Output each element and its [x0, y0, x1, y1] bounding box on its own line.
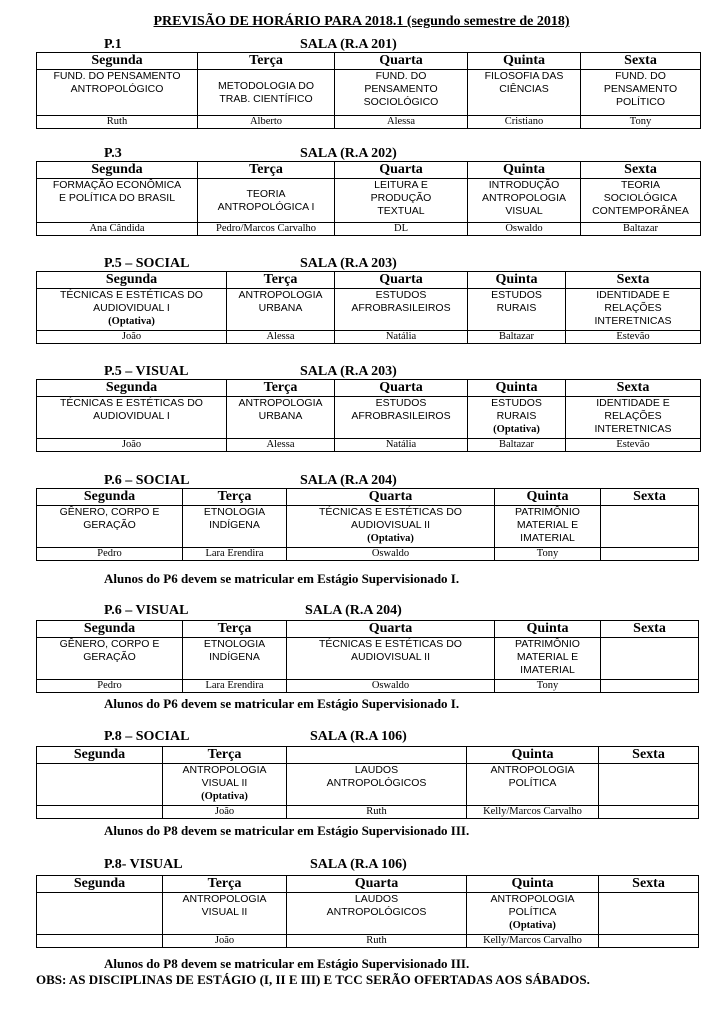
subject-cell: PATRIMÔNIO MATERIAL E IMATERIAL [495, 638, 601, 680]
day-header: Segunda [37, 162, 198, 179]
optativa-label: (Optativa) [201, 791, 248, 802]
day-header: Segunda [37, 53, 198, 70]
optativa-label: (Optativa) [493, 424, 540, 435]
enrollment-note: Alunos do P8 devem se matricular em Estágio Supervisionado III. [104, 823, 470, 838]
subject-cell: LAUDOS ANTROPOLÓGICOS [287, 764, 467, 806]
teacher-cell: Ruth [37, 116, 198, 129]
enrollment-note: Alunos do P6 devem se matricular em Estágio Supervisionado I. [104, 696, 460, 711]
subject-cell: ESTUDOS RURAIS [468, 289, 566, 331]
subject-cell: ANTROPOLOGIA VISUAL II [163, 893, 287, 935]
day-header: Terça [163, 876, 287, 893]
day-header: Segunda [37, 876, 163, 893]
teacher-cell: João [37, 439, 227, 452]
room-label: SALA (R.A 106) [310, 857, 407, 872]
teacher-cell: Tony [495, 680, 601, 693]
teacher-cell: Kelly/Marcos Carvalho [467, 935, 599, 948]
teacher-cell: Kelly/Marcos Carvalho [467, 806, 599, 819]
day-header: Quinta [468, 53, 581, 70]
teacher-cell: Oswaldo [287, 548, 495, 561]
day-header: Quarta [287, 876, 467, 893]
teacher-cell: Lara Erendira [183, 548, 287, 561]
teacher-cell: Oswaldo [468, 223, 581, 236]
period-label: P.6 – SOCIAL [104, 473, 190, 488]
day-header: Quinta [495, 489, 601, 506]
teacher-cell: Cristiano [468, 116, 581, 129]
subject-cell: IDENTIDADE E RELAÇÕES INTERETNICAS [566, 397, 701, 439]
teacher-cell: Estevão [566, 331, 701, 344]
day-header: Quinta [495, 621, 601, 638]
teacher-cell: Ruth [287, 806, 467, 819]
period-label: P.3 [104, 146, 122, 161]
subject-cell: LAUDOS ANTROPOLÓGICOS [287, 893, 467, 935]
room-label: SALA (R.A 201) [300, 37, 397, 52]
teacher-cell [601, 680, 699, 693]
observation-note: OBS: AS DISCIPLINAS DE ESTÁGIO (I, II E III) E TCC SERÃO OFERTADAS AOS SÁBADOS. [36, 972, 590, 987]
day-header: Sexta [566, 272, 701, 289]
teacher-cell: Estevão [566, 439, 701, 452]
day-header: Sexta [581, 162, 701, 179]
room-label: SALA (R.A 204) [300, 473, 397, 488]
day-header: Quarta [287, 621, 495, 638]
room-label: SALA (R.A 203) [300, 364, 397, 379]
period-label: P.1 [104, 37, 122, 52]
day-header: Terça [198, 53, 335, 70]
subject-cell [163, 764, 287, 806]
schedule-table-p1 [36, 52, 701, 129]
teacher-cell: Tony [495, 548, 601, 561]
teacher-cell: Baltazar [468, 331, 566, 344]
day-header: Terça [183, 489, 287, 506]
period-label: P.5 – VISUAL [104, 364, 189, 379]
day-header: Sexta [601, 489, 699, 506]
day-header: Quarta [335, 380, 468, 397]
subject-cell [601, 638, 699, 680]
teacher-cell: Oswaldo [287, 680, 495, 693]
subject-cell [287, 506, 495, 548]
room-label: SALA (R.A 106) [310, 729, 407, 744]
subject-cell: PATRIMÔNIO MATERIAL E IMATERIAL [495, 506, 601, 548]
day-header: Quinta [467, 876, 599, 893]
teacher-cell: Pedro [37, 680, 183, 693]
day-header [287, 747, 467, 764]
subject-cell: ESTUDOS AFROBRASILEIROS [335, 397, 468, 439]
period-label: P.8 – SOCIAL [104, 729, 190, 744]
page-title: PREVISÃO DE HORÁRIO PARA 2018.1 (segundo semestre de 2018) [153, 14, 570, 29]
subject-cell [37, 893, 163, 935]
teacher-cell: João [37, 331, 227, 344]
subject-cell: TÉCNICAS E ESTÉTICAS DO AUDIOVIDUAL I [37, 397, 227, 439]
subject-cell: IDENTIDADE E RELAÇÕES INTERETNICAS [566, 289, 701, 331]
teacher-cell: Alessa [227, 331, 335, 344]
subject-text: TÉCNICAS E ESTÉTICAS DO AUDIOVIDUAL I [60, 289, 203, 314]
subject-cell: TEORIA ANTROPOLÓGICA I [198, 179, 335, 223]
day-header: Terça [183, 621, 287, 638]
subject-cell: ETNOLOGIA INDÍGENA [183, 506, 287, 548]
teacher-cell: Natália [335, 439, 468, 452]
subject-cell: ESTUDOS AFROBRASILEIROS [335, 289, 468, 331]
teacher-cell: DL [335, 223, 468, 236]
teacher-cell: João [163, 806, 287, 819]
schedule-table-p5-visual [36, 379, 701, 452]
teacher-cell [599, 935, 699, 948]
subject-text: ANTROPOLOGIA POLÍTICA [490, 893, 575, 918]
subject-cell: TÉCNICAS E ESTÉTICAS DO AUDIOVISUAL II [287, 638, 495, 680]
day-header: Segunda [37, 621, 183, 638]
day-header: Quarta [335, 53, 468, 70]
day-header: Sexta [599, 747, 699, 764]
day-header: Quinta [468, 272, 566, 289]
subject-cell [599, 893, 699, 935]
teacher-cell: Baltazar [581, 223, 701, 236]
day-header: Segunda [37, 747, 163, 764]
teacher-cell: Ana Cândida [37, 223, 198, 236]
room-label: SALA (R.A 204) [305, 603, 402, 618]
schedule-table-p3 [36, 161, 701, 236]
optativa-label: (Optativa) [108, 316, 155, 327]
teacher-cell: Alessa [227, 439, 335, 452]
subject-cell [599, 764, 699, 806]
day-header: Quinta [468, 380, 566, 397]
day-header: Quinta [468, 162, 581, 179]
teacher-cell: Alberto [198, 116, 335, 129]
subject-cell: GÊNERO, CORPO E GERAÇÃO [37, 506, 183, 548]
day-header: Segunda [37, 489, 183, 506]
subject-cell [467, 893, 599, 935]
optativa-label: (Optativa) [509, 920, 556, 931]
subject-cell: FILOSOFIA DAS CIÊNCIAS [468, 70, 581, 116]
subject-text: ESTUDOS RURAIS [491, 397, 542, 422]
room-label: SALA (R.A 202) [300, 146, 397, 161]
subject-cell: GÊNERO, CORPO E GERAÇÃO [37, 638, 183, 680]
teacher-cell: Tony [581, 116, 701, 129]
subject-cell: FORMAÇÃO ECONÔMICA E POLÍTICA DO BRASIL [37, 179, 198, 223]
teacher-cell: Alessa [335, 116, 468, 129]
day-header: Sexta [581, 53, 701, 70]
subject-cell: TEORIA SOCIOLÓGICA CONTEMPORÂNEA [581, 179, 701, 223]
schedule-table-p5-social [36, 271, 701, 344]
teacher-cell: Baltazar [468, 439, 566, 452]
day-header: Terça [227, 272, 335, 289]
day-header: Segunda [37, 380, 227, 397]
teacher-cell [37, 806, 163, 819]
day-header: Quarta [335, 162, 468, 179]
subject-cell [37, 764, 163, 806]
room-label: SALA (R.A 203) [300, 256, 397, 271]
teacher-cell: Lara Erendira [183, 680, 287, 693]
enrollment-note: Alunos do P6 devem se matricular em Estágio Supervisionado I. [104, 571, 460, 586]
subject-cell: FUND. DO PENSAMENTO ANTROPOLÓGICO [37, 70, 198, 116]
schedule-table-p6-visual [36, 620, 699, 693]
enrollment-note: Alunos do P8 devem se matricular em Estágio Supervisionado III. [104, 956, 470, 971]
period-label: P.6 – VISUAL [104, 603, 189, 618]
teacher-cell: João [163, 935, 287, 948]
day-header: Quarta [335, 272, 468, 289]
day-header: Sexta [599, 876, 699, 893]
day-header: Terça [198, 162, 335, 179]
day-header: Terça [227, 380, 335, 397]
teacher-cell [599, 806, 699, 819]
subject-cell: ANTROPOLOGIA POLÍTICA [467, 764, 599, 806]
day-header: Sexta [601, 621, 699, 638]
teacher-cell: Pedro [37, 548, 183, 561]
subject-cell [601, 506, 699, 548]
day-header: Quinta [467, 747, 599, 764]
schedule-table-p6-social [36, 488, 699, 561]
subject-cell: ANTROPOLOGIA URBANA [227, 289, 335, 331]
subject-cell [468, 397, 566, 439]
subject-cell: LEITURA E PRODUÇÃO TEXTUAL [335, 179, 468, 223]
teacher-cell: Pedro/Marcos Carvalho [198, 223, 335, 236]
teacher-cell: Natália [335, 331, 468, 344]
day-header: Sexta [566, 380, 701, 397]
teacher-cell [37, 935, 163, 948]
subject-cell: FUND. DO PENSAMENTO SOCIOLÓGICO [335, 70, 468, 116]
subject-cell: METODOLOGIA DO TRAB. CIENTÍFICO [198, 70, 335, 116]
teacher-cell [601, 548, 699, 561]
optativa-label: (Optativa) [367, 533, 414, 544]
subject-text: TÉCNICAS E ESTÉTICAS DO AUDIOVISUAL II [319, 506, 462, 531]
day-header: Quarta [287, 489, 495, 506]
period-label: P.8- VISUAL [104, 857, 183, 872]
day-header: Terça [163, 747, 287, 764]
subject-cell: INTRODUÇÃO ANTROPOLOGIA VISUAL [468, 179, 581, 223]
period-label: P.5 – SOCIAL [104, 256, 190, 271]
subject-cell: FUND. DO PENSAMENTO POLÍTICO [581, 70, 701, 116]
subject-cell: ETNOLOGIA INDÍGENA [183, 638, 287, 680]
day-header: Segunda [37, 272, 227, 289]
schedule-table-p8-visual [36, 875, 699, 948]
teacher-cell: Ruth [287, 935, 467, 948]
subject-text: ANTROPOLOGIA VISUAL II [182, 764, 267, 789]
subject-cell: ANTROPOLOGIA URBANA [227, 397, 335, 439]
subject-cell [37, 289, 227, 331]
schedule-table-p8-social [36, 746, 699, 819]
